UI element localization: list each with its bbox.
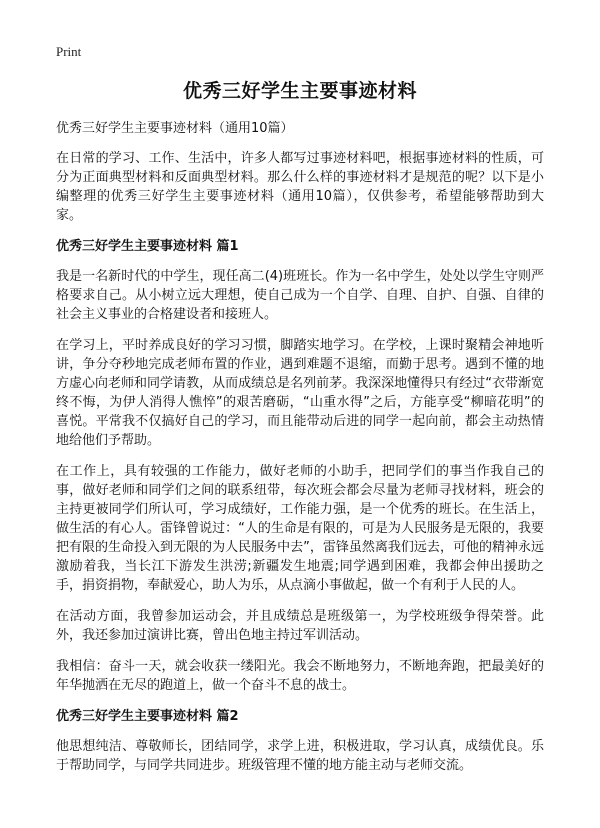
section-1-paragraph: 在工作上，具有较强的工作能力，做好老师的小助手，把同学们的事当作我自己的事，做好老师和同学们之间的联系纽带，每次班会都会尽量为老师寻找材料，班会的主持更被同学们所认可，学习成绩好，工作能力强，是一个优秀的班长。在生活上，做生活的有心人。雷锋曾说过：“人的生命是有限的，可是为人民服务是无限的，我要把有限的生命投入到无限的为人民服务中去”，雷锋虽然离我们远去，可他的精神永远激励着我，当长江下游发生洪涝;新疆发生地震;同学遇到困难，我都会伸出援助之手，捐资捐物，奉献爱心，助人为乐，从点滴小事做起，做一个有利于人民的人。: [56, 464, 544, 593]
section-2-paragraph: 他思想纯洁、尊敬师长，团结同学，求学上进，积极进取，学习认真，成绩优良。乐于帮助同学，与同学共同进步。班级管理不懂的地方能主动与老师交流。: [56, 739, 544, 773]
section-heading-2: 优秀三好学生主要事迹材料 篇2: [56, 709, 239, 724]
article-body: [56, 120, 544, 787]
intro-paragraph: 在日常的学习、工作、生活中，许多人都写过事迹材料吧，根据事迹材料的性质，可分为正面典型材料和反面典型材料。那么什么样的事迹材料才是规范的呢？以下是小编整理的优秀三好学生主要事迹材料（通用10篇），仅供参考，希望能够帮助到大家。: [56, 151, 544, 223]
page-title: 优秀三好学生主要事迹材料: [182, 80, 417, 102]
section-1-paragraph: 在活动方面，我曾参加运动会，并且成绩总是班级第一，为学校班级争得荣誉。此外，我还参加过演讲比赛，曾出色地主持过军训活动。: [56, 609, 544, 643]
section-heading-1: 优秀三好学生主要事迹材料 篇1: [56, 239, 239, 254]
section-1-paragraph: 我是一名新时代的中学生，现任高二(4)班班长。作为一名中学生，处处以学生守则严格要求自己。从小树立远大理想，使自己成为一个自学、自理、自护、自强、自律的社会主义事业的合格建设者和接班人。: [56, 269, 544, 322]
print-link[interactable]: Print: [56, 44, 82, 59]
section-1-paragraph: 我相信：奋斗一天，就会收获一缕阳光。我会不断地努力，不断地奔跑，把最美好的年华抛洒在无尽的跑道上，做一个奋斗不息的战士。: [56, 659, 544, 693]
section-1-paragraph: 在学习上，平时养成良好的学习习惯，脚踏实地学习。在学校，上课时聚精会神地听讲，争分夺秒地完成老师布置的作业，遇到难题不退缩，而勤于思考。遇到不懂的地方虚心向老师和同学请教，从而成绩总是名列前茅。我深深地懂得只有经过“衣带渐宽终不悔，为伊人消得人憔悴”的艰苦磨砺，“山重水得”之后，方能享受“柳暗花明”的喜悦。平常我不仅搞好自己的学习，而且能带动后进的同学一起向前，都会主动热情地给他们予帮助。: [56, 338, 544, 448]
article-subtitle: 优秀三好学生主要事迹材料（通用10篇）: [56, 121, 294, 136]
